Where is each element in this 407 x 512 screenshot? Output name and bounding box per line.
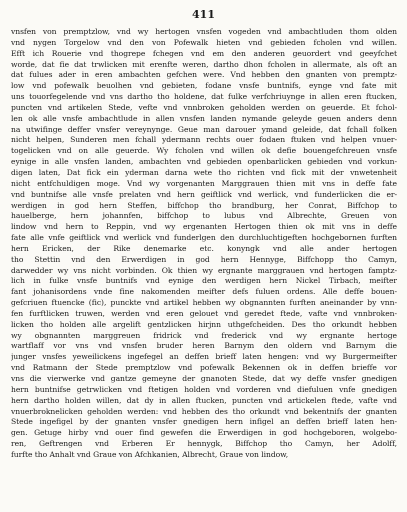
- text-line: gefcriuen ftuencke (fic), punckte vnd artikel hebben wy obgnannten furften aneinander by vnn-: [11, 298, 397, 308]
- text-line: hauelberge, hern johannfen, biffchop to lubus vnd Albrechte, Greuen von: [11, 211, 397, 221]
- text-line: vnd buntnifse alle vnsfe prelaten vnd hern geiftlick vnd werlick, vnd funderlicken die er-: [11, 189, 397, 199]
- text-line: vnd nygen Torgelow vnd den von Pofewalk hieten vnd gebieden fcholen vnd willen.: [11, 37, 397, 47]
- text-line: hern buntnifse getrwlicken vnd ftetigen holden vnd vorderen vnd diefuluen vnfe gnedigen: [11, 384, 397, 394]
- text-line: tho Stettin vnd den Erwerdigen in god hern Hennyge, Biffchopp tho Camyn,: [11, 254, 397, 264]
- text-line: lich in fulke vnsfe buntnifs vnd eynige den werdigen hern Nickel Tirbach, meifter: [11, 276, 397, 286]
- text-line: junger vnsfes yeweilickens ingefegel an deffen brieff laten hengen: vnd wy Burgermeifter: [11, 352, 397, 362]
- text-line: vnuerbroknelicken geholden werden: vnd hebben des tho orkundt vnd bekentnifs der gnanten: [11, 406, 397, 416]
- text-line: fen furftlicken truwen, werden vnd eren gelouet vnd geredet ftede, vafte vnd vnnbroken-: [11, 308, 397, 318]
- text-line: hern dartho holden willen, dat dy in allen ftucken, puncten vnd artickelen ftede, vafte vnd: [11, 395, 397, 405]
- page-number: 411: [192, 8, 215, 21]
- text-line: fate alle vnfe geiftlick vnd werlick vnd funderlgen den durchluchtigeften hochgebornen furften: [11, 233, 397, 243]
- text-line: togelicken vnd on alle geuerde. Wy fcholen vnd willen ok defie bouengefchreuen vnsfe: [11, 146, 397, 156]
- text-line: wartflaff vor vns vnd vnsfen bruder heren Barnym den oldern vnd Barnym die: [11, 341, 397, 351]
- text-line: low vnd pofewalk beuolhen vnd gebieten, fodane vnsfe buntnifs, eynge vnd fate mit: [11, 81, 397, 91]
- text-line: Stede ingefigel by der gnanten vnsfer gnedigen hern infigel an deffen brieff laten hen-: [11, 417, 397, 427]
- body-text: [11, 27, 397, 461]
- text-line: nicht helpen, Sunderen men fchall ydermann rechts ouer fodaen ftuken vnd helpen vnuer-: [11, 135, 397, 145]
- text-line: furfte tho Anhalt vnd Graue von Afchkanien, Albrecht, Graue von lindow,: [11, 449, 289, 459]
- text-line: darwedder wy vns nicht vorbinden. Ok thien wy ergnante marggrauen vnd hertogen famptz-: [11, 265, 397, 275]
- text-line: vnsfen von premptzlow, vnd wy hertogen vnsfen vogeden vnd ambachtluden thom olden: [11, 27, 397, 36]
- text-line: len ok alle vnsfe ambachtlude in allen vnsfen landen nymande geleyde geuen anders denn: [11, 113, 397, 123]
- text-line: dat fulues ader in eren ambachten gefchen were. Vnd hebben den gnanten von premptz-: [11, 70, 397, 80]
- text-line: wy obgnannten marggreuen fridrick vnd frederick vnd wy ergnante hertoge: [11, 330, 397, 340]
- text-line: licken tho holden alle argelift gentzlicken hirjnn uthgefcheiden. Des tho orkundt hebben: [11, 319, 397, 329]
- text-line: gen. Getuge hirby vnd ouer find gewefen die Erwerdigen in god hochgeboren, wolgebo-: [11, 428, 397, 438]
- text-line: eynige in alle vnsfen landen, ambachten vnd gebieden openbarlicken gebieden vnd vorkun-: [11, 157, 397, 167]
- text-line: uns touorfegelende vnd vns dartho tho holdene, dat fulke verfchriuynge in allen eren ftucken,: [11, 92, 397, 102]
- text-line: werdigen in god hern Steffen, biffchop tho brandburg, her Conrat, Biffchop to: [11, 200, 397, 210]
- text-line: fant johanisordens vnde fine nakomenden meifter defs fuluen ordens. Alle deffe bouen-: [11, 287, 397, 297]
- text-line: hern Ericken, der Rike denemarke etc. konyngk vnd alle ander hertogen: [11, 243, 397, 253]
- text-line: worde, dat fie dat trwlicken mit erenfte weren, dartho dhon fcholen in allermate, als oft an: [11, 59, 397, 69]
- text-line: puncten vnd artikelen Stede, vefte vnd vnnbroken geholden werden on geuerde. Et fchol-: [11, 102, 397, 112]
- text-line: vns die vierwerke vnd gantze gemeyne der gnanoten Stede, dat wy deffe vnsfer gnedigen: [11, 374, 397, 383]
- text-line: na utwifinge deffer vnsfer vereynynge. Geue man darouer ymand geleide, dat fchall folken: [11, 124, 397, 134]
- text-line: digen laten, Dat fick ein yderman darna wete tho richten vnd fick mit der vnwetenheit: [11, 167, 397, 177]
- text-line: Efft ich Rouerie vnd thogrepe fchegen vnd em den anderen geuordert vnd geeyfchet: [11, 48, 397, 58]
- text-line: vnd Ratmann der Stede premptzlow vnd pofewalk Bekennen ok in deffen brieffe vor: [11, 363, 397, 373]
- text-line: nicht entfchuldigen moge. Vnd wy vorgenanten Marggrauen thien mit vns in deffe fate: [11, 178, 397, 188]
- text-line: ren, Geftrengen vnd Erberen Er hennygk, Biffchop tho Camyn, her Adolff,: [11, 439, 397, 449]
- text-line: lindow vnd hern to Reppin, vnd wy ergenanten Hertogen thien ok mit vns in deffe: [11, 222, 397, 232]
